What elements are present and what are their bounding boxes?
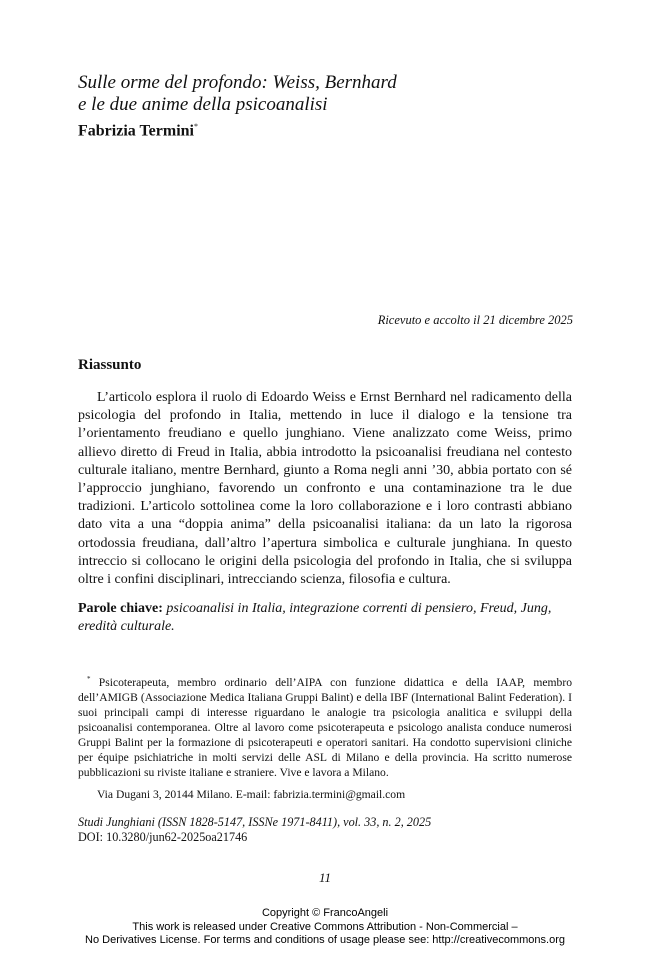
author-email-link[interactable]: fabrizia.termini@gmail.com <box>273 788 406 801</box>
footnote-text: Psicoterapeuta, membro ordinario dell’AIPA con funzione didattica e della IAAP, membro dell’AMIGB (Associazione Medica Italiana Gruppi Balint) e della IBF (International Balint Federation). I suoi principali campi di interesse riguardano le analogie tra psicologia analitica e sviluppi della psicoanalisi contemporanea. Oltre al lavoro come psicoterapeuta e psicologo analista conduce numerosi Gruppi Balint per la formazione di psicoterapeuti e operatori sanitari. Ha condotto supervisioni cliniche per équipe psichiatriche in molti servizi delle ASL di Milano e della provincia. Ha scritto numerose pubblicazioni su riviste italiane e straniere. Vive e lavora a Milano. <box>78 675 572 779</box>
keywords-label: Parole chiave: <box>78 601 163 616</box>
article-title <box>78 72 578 116</box>
author-name <box>78 117 578 141</box>
author-address <box>97 788 405 801</box>
keywords-values: psicoanalisi in Italia, integrazione correnti di pensiero, Freud, Jung, eredità culturale. <box>78 601 552 634</box>
journal-info <box>78 815 431 845</box>
doi[interactable]: DOI: 10.3280/jun62-2025oa21746 <box>78 830 248 844</box>
author-text: Fabrizia Termini <box>78 122 194 140</box>
address-text: Via Dugani 3, 20144 Milano. E-mail: <box>97 788 274 801</box>
author-footnote <box>78 672 572 780</box>
title-line-2: e le due anime della psicoanalisi <box>78 94 328 115</box>
license-line-1: This work is released under Creative Commons Attribution - Non-Commercial – <box>132 920 518 933</box>
abstract-heading: Riassunto <box>78 357 142 373</box>
page-number: 11 <box>318 870 332 885</box>
abstract-text: L’articolo esplora il ruolo di Edoardo Weiss e Ernst Bernhard nel radicamento della psicologia del profondo in Italia, mettendo in luce il dialogo e la tensione tra l’orientamento freudiano e quello junghiano. Viene analizzato come Weiss, primo allievo diretto di Freud in Italia, abbia introdotto la psicoanalisi freudiana nel contesto culturale italiano, mentre Bernhard, giunto a Roma negli anni ’30, abbia portato con sé l’approccio junghiano, favorendo un confronto e una contaminazione tra le due tradizioni. L’articolo sottolinea come la loro collaborazione e i loro contrasti abbiano dato vita a una “doppia anima” della psicoanalisi italiana: da un lato la rigorosa ortodossia freudiana, dall’altro l’apertura simbolica e culturale junghiana. In questo intreccio si collocano le origini della psicologia del profondo in Italia, che si sviluppa oltre i confini disciplinari, intrecciando scienza, filosofia e cultura. <box>78 390 572 588</box>
article-header <box>78 72 578 141</box>
license-line-2: No Derivatives License. For terms and conditions of usage please see: http://creativecommons.org <box>85 934 565 946</box>
license-notice <box>0 907 650 948</box>
footnote-mark: * <box>87 675 91 683</box>
copyright-line: Copyright © FrancoAngeli <box>261 907 389 919</box>
title-line-1: Sulle orme del profondo: Weiss, Bernhard <box>78 72 397 93</box>
received-date: Ricevuto e accolto il 21 dicembre 2025 <box>377 313 573 327</box>
journal-citation: Studi Junghiani (ISSN 1828-5147, ISSNe 1971-8411), vol. 33, n. 2, 2025 <box>78 815 432 829</box>
author-footnote-mark[interactable]: * <box>194 122 198 131</box>
keywords <box>78 600 572 636</box>
